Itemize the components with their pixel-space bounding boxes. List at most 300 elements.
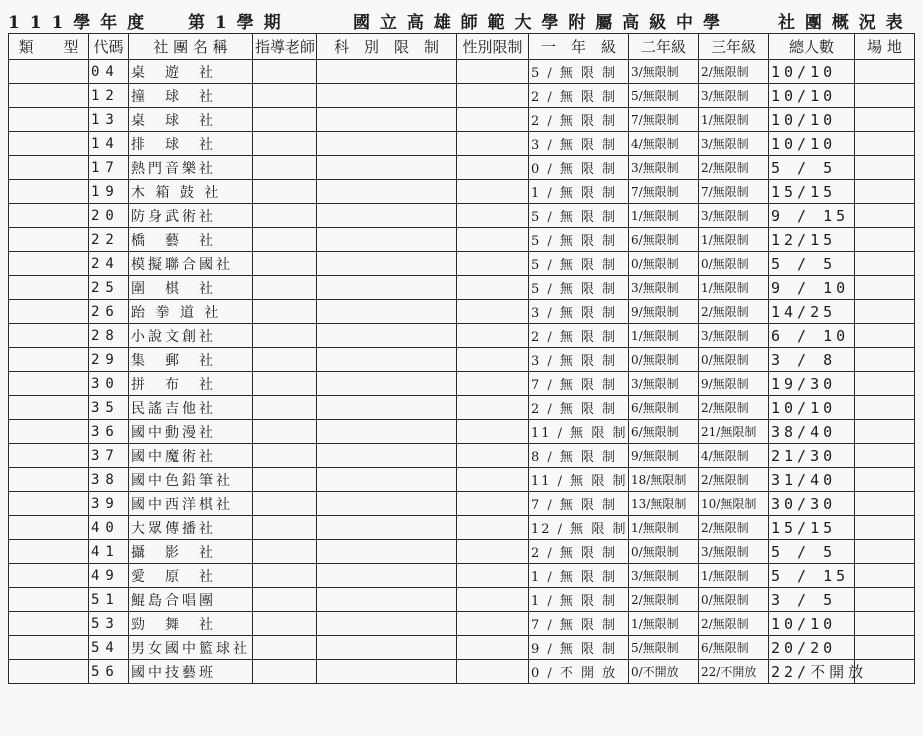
table-row	[9, 468, 915, 492]
title-table-name: 社 團 概 況 表	[778, 13, 905, 33]
cell-grade3: 2/無限制	[699, 612, 769, 636]
cell-total: 20/20	[769, 636, 855, 660]
cell-grade3: 2/無限制	[699, 468, 769, 492]
table-row	[9, 444, 915, 468]
cell-type	[9, 276, 89, 300]
cell-subject-limit	[317, 636, 457, 660]
cell-club-name: 模擬聯合國社	[129, 252, 253, 276]
table-row	[9, 84, 915, 108]
cell-total: 10/10	[769, 132, 855, 156]
table-row	[9, 132, 915, 156]
table-row	[9, 276, 915, 300]
cell-grade1: 5 / 無 限 制	[529, 276, 629, 300]
cell-total: 30/30	[769, 492, 855, 516]
cell-grade2: 5/無限制	[629, 636, 699, 660]
cell-club-name: 鯤島合唱團	[129, 588, 253, 612]
header-code: 代碼	[89, 34, 129, 60]
header-grade1: 一 年 級	[529, 34, 629, 60]
cell-venue	[855, 252, 915, 276]
cell-code: 39	[89, 492, 129, 516]
table-row	[9, 492, 915, 516]
cell-total: 15/15	[769, 516, 855, 540]
cell-grade1: 3 / 無 限 制	[529, 132, 629, 156]
cell-grade3: 0/無限制	[699, 588, 769, 612]
cell-type	[9, 564, 89, 588]
cell-code: 25	[89, 276, 129, 300]
header-grade2: 二年級	[629, 34, 699, 60]
cell-grade3: 3/無限制	[699, 84, 769, 108]
cell-subject-limit	[317, 372, 457, 396]
cell-type	[9, 156, 89, 180]
cell-grade2: 13/無限制	[629, 492, 699, 516]
cell-grade2: 3/無限制	[629, 156, 699, 180]
cell-grade3: 3/無限制	[699, 132, 769, 156]
cell-grade2: 2/無限制	[629, 588, 699, 612]
cell-teacher	[253, 468, 317, 492]
cell-grade3: 2/無限制	[699, 60, 769, 84]
cell-total: 9 / 15	[769, 204, 855, 228]
cell-club-name: 集 郵 社	[129, 348, 253, 372]
cell-club-name: 國中技藝班	[129, 660, 253, 684]
table-row	[9, 564, 915, 588]
cell-grade2: 4/無限制	[629, 132, 699, 156]
cell-club-name: 大眾傳播社	[129, 516, 253, 540]
cell-teacher	[253, 588, 317, 612]
cell-total: 15/15	[769, 180, 855, 204]
cell-gender-limit	[457, 300, 529, 324]
cell-code: 14	[89, 132, 129, 156]
cell-code: 19	[89, 180, 129, 204]
cell-total: 10/10	[769, 396, 855, 420]
cell-subject-limit	[317, 60, 457, 84]
cell-type	[9, 84, 89, 108]
header-type: 類 型	[9, 34, 89, 60]
table-row	[9, 636, 915, 660]
cell-subject-limit	[317, 252, 457, 276]
cell-grade1: 7 / 無 限 制	[529, 492, 629, 516]
title-year: 1 1 1 學 年 度	[8, 13, 147, 33]
table-header-row	[9, 34, 915, 60]
cell-grade2: 1/無限制	[629, 324, 699, 348]
cell-gender-limit	[457, 228, 529, 252]
cell-total: 10/10	[769, 108, 855, 132]
cell-type	[9, 396, 89, 420]
cell-club-name: 防身武術社	[129, 204, 253, 228]
cell-venue	[855, 324, 915, 348]
cell-total: 10/10	[769, 612, 855, 636]
table-row	[9, 180, 915, 204]
club-table	[8, 33, 915, 684]
cell-venue	[855, 588, 915, 612]
cell-grade2: 9/無限制	[629, 300, 699, 324]
table-row	[9, 300, 915, 324]
cell-code: 12	[89, 84, 129, 108]
cell-gender-limit	[457, 108, 529, 132]
cell-grade2: 0/不開放	[629, 660, 699, 684]
cell-venue	[855, 492, 915, 516]
cell-gender-limit	[457, 564, 529, 588]
cell-gender-limit	[457, 276, 529, 300]
title-term: 第 1 學 期	[188, 13, 283, 33]
cell-total: 9 / 10	[769, 276, 855, 300]
cell-type	[9, 132, 89, 156]
cell-code: 17	[89, 156, 129, 180]
cell-subject-limit	[317, 348, 457, 372]
cell-gender-limit	[457, 84, 529, 108]
header-grade3: 三年級	[699, 34, 769, 60]
cell-venue	[855, 444, 915, 468]
cell-code: 54	[89, 636, 129, 660]
cell-subject-limit	[317, 516, 457, 540]
cell-grade1: 0 / 無 限 制	[529, 156, 629, 180]
cell-subject-limit	[317, 612, 457, 636]
cell-venue	[855, 396, 915, 420]
header-teacher: 指導老師	[253, 34, 317, 60]
cell-teacher	[253, 300, 317, 324]
table-row	[9, 660, 915, 684]
cell-gender-limit	[457, 252, 529, 276]
cell-grade3: 22/不開放	[699, 660, 769, 684]
cell-grade2: 1/無限制	[629, 612, 699, 636]
cell-grade2: 9/無限制	[629, 444, 699, 468]
cell-grade3: 1/無限制	[699, 228, 769, 252]
cell-code: 04	[89, 60, 129, 84]
cell-club-name: 國中動漫社	[129, 420, 253, 444]
cell-gender-limit	[457, 60, 529, 84]
cell-subject-limit	[317, 228, 457, 252]
cell-subject-limit	[317, 156, 457, 180]
cell-grade2: 1/無限制	[629, 204, 699, 228]
table-row	[9, 540, 915, 564]
cell-code: 40	[89, 516, 129, 540]
cell-grade2: 6/無限制	[629, 420, 699, 444]
cell-grade3: 7/無限制	[699, 180, 769, 204]
cell-grade1: 12 / 無 限 制	[529, 516, 629, 540]
cell-grade3: 0/無限制	[699, 348, 769, 372]
cell-grade2: 3/無限制	[629, 372, 699, 396]
cell-venue	[855, 60, 915, 84]
table-row	[9, 108, 915, 132]
cell-subject-limit	[317, 660, 457, 684]
header-total: 總人數	[769, 34, 855, 60]
table-row	[9, 252, 915, 276]
cell-teacher	[253, 132, 317, 156]
cell-venue	[855, 300, 915, 324]
table-row	[9, 516, 915, 540]
cell-teacher	[253, 228, 317, 252]
club-rows	[9, 60, 915, 684]
cell-teacher	[253, 492, 317, 516]
cell-venue	[855, 348, 915, 372]
cell-total: 5 / 5	[769, 252, 855, 276]
cell-teacher	[253, 348, 317, 372]
cell-code: 49	[89, 564, 129, 588]
cell-subject-limit	[317, 396, 457, 420]
cell-grade2: 0/無限制	[629, 348, 699, 372]
cell-code: 22	[89, 228, 129, 252]
cell-subject-limit	[317, 564, 457, 588]
cell-teacher	[253, 204, 317, 228]
cell-grade2: 5/無限制	[629, 84, 699, 108]
cell-code: 37	[89, 444, 129, 468]
table-row	[9, 396, 915, 420]
cell-subject-limit	[317, 444, 457, 468]
cell-grade1: 8 / 無 限 制	[529, 444, 629, 468]
cell-total: 3 / 8	[769, 348, 855, 372]
cell-grade1: 7 / 無 限 制	[529, 612, 629, 636]
cell-gender-limit	[457, 468, 529, 492]
cell-venue	[855, 204, 915, 228]
cell-grade2: 1/無限制	[629, 516, 699, 540]
table-row	[9, 348, 915, 372]
cell-teacher	[253, 156, 317, 180]
cell-type	[9, 516, 89, 540]
cell-teacher	[253, 660, 317, 684]
cell-venue	[855, 156, 915, 180]
cell-total: 12/15	[769, 228, 855, 252]
cell-type	[9, 180, 89, 204]
cell-grade3: 21/無限制	[699, 420, 769, 444]
cell-grade1: 5 / 無 限 制	[529, 252, 629, 276]
cell-subject-limit	[317, 300, 457, 324]
cell-club-name: 攝 影 社	[129, 540, 253, 564]
table-row	[9, 156, 915, 180]
cell-teacher	[253, 84, 317, 108]
cell-teacher	[253, 564, 317, 588]
cell-grade1: 3 / 無 限 制	[529, 348, 629, 372]
cell-teacher	[253, 60, 317, 84]
header-gender-limit: 性別限制	[457, 34, 529, 60]
table-row	[9, 204, 915, 228]
cell-subject-limit	[317, 324, 457, 348]
header-venue: 場 地	[855, 34, 915, 60]
cell-club-name: 桌 球 社	[129, 108, 253, 132]
cell-grade1: 1 / 無 限 制	[529, 588, 629, 612]
cell-grade2: 3/無限制	[629, 60, 699, 84]
cell-grade2: 18/無限制	[629, 468, 699, 492]
cell-subject-limit	[317, 468, 457, 492]
cell-club-name: 橋 藝 社	[129, 228, 253, 252]
cell-subject-limit	[317, 84, 457, 108]
cell-club-name: 民謠吉他社	[129, 396, 253, 420]
cell-grade1: 0 / 不 開 放	[529, 660, 629, 684]
cell-gender-limit	[457, 372, 529, 396]
cell-grade3: 4/無限制	[699, 444, 769, 468]
cell-grade2: 7/無限制	[629, 108, 699, 132]
cell-teacher	[253, 180, 317, 204]
cell-club-name: 拼 布 社	[129, 372, 253, 396]
cell-type	[9, 324, 89, 348]
cell-type	[9, 612, 89, 636]
cell-code: 30	[89, 372, 129, 396]
cell-grade3: 9/無限制	[699, 372, 769, 396]
cell-subject-limit	[317, 132, 457, 156]
cell-total: 21/30	[769, 444, 855, 468]
cell-code: 41	[89, 540, 129, 564]
cell-total: 19/30	[769, 372, 855, 396]
cell-grade3: 3/無限制	[699, 324, 769, 348]
header-name: 社 團 名 稱	[129, 34, 253, 60]
cell-venue	[855, 108, 915, 132]
cell-subject-limit	[317, 588, 457, 612]
cell-code: 56	[89, 660, 129, 684]
cell-code: 24	[89, 252, 129, 276]
table-row	[9, 372, 915, 396]
cell-club-name: 圍 棋 社	[129, 276, 253, 300]
cell-club-name: 熱門音樂社	[129, 156, 253, 180]
cell-type	[9, 444, 89, 468]
cell-gender-limit	[457, 660, 529, 684]
table-row	[9, 420, 915, 444]
cell-teacher	[253, 372, 317, 396]
cell-grade1: 9 / 無 限 制	[529, 636, 629, 660]
cell-total: 14/25	[769, 300, 855, 324]
cell-total: 5 / 5	[769, 156, 855, 180]
cell-grade2: 0/無限制	[629, 252, 699, 276]
cell-grade3: 6/無限制	[699, 636, 769, 660]
cell-total: 5 / 15	[769, 564, 855, 588]
cell-grade2: 6/無限制	[629, 228, 699, 252]
cell-gender-limit	[457, 516, 529, 540]
cell-type	[9, 372, 89, 396]
cell-grade1: 7 / 無 限 制	[529, 372, 629, 396]
cell-grade2: 3/無限制	[629, 564, 699, 588]
cell-gender-limit	[457, 156, 529, 180]
cell-grade1: 1 / 無 限 制	[529, 564, 629, 588]
cell-grade3: 3/無限制	[699, 204, 769, 228]
cell-total: 3 / 5	[769, 588, 855, 612]
cell-gender-limit	[457, 132, 529, 156]
cell-code: 53	[89, 612, 129, 636]
table-row	[9, 324, 915, 348]
cell-gender-limit	[457, 420, 529, 444]
cell-code: 38	[89, 468, 129, 492]
cell-gender-limit	[457, 348, 529, 372]
cell-club-name: 愛 原 社	[129, 564, 253, 588]
cell-grade1: 2 / 無 限 制	[529, 84, 629, 108]
cell-code: 13	[89, 108, 129, 132]
cell-grade2: 0/無限制	[629, 540, 699, 564]
cell-venue	[855, 276, 915, 300]
cell-gender-limit	[457, 636, 529, 660]
cell-club-name: 跆 拳 道 社	[129, 300, 253, 324]
cell-club-name: 國中色鉛筆社	[129, 468, 253, 492]
cell-grade1: 2 / 無 限 制	[529, 324, 629, 348]
table-row	[9, 228, 915, 252]
cell-venue	[855, 612, 915, 636]
cell-grade3: 1/無限制	[699, 276, 769, 300]
cell-grade3: 10/無限制	[699, 492, 769, 516]
cell-type	[9, 60, 89, 84]
cell-grade1: 5 / 無 限 制	[529, 204, 629, 228]
cell-code: 26	[89, 300, 129, 324]
cell-total: 5 / 5	[769, 540, 855, 564]
table-row	[9, 588, 915, 612]
cell-grade3: 1/無限制	[699, 564, 769, 588]
cell-code: 20	[89, 204, 129, 228]
cell-grade2: 3/無限制	[629, 276, 699, 300]
cell-club-name: 男女國中籃球社	[129, 636, 253, 660]
cell-teacher	[253, 276, 317, 300]
cell-type	[9, 300, 89, 324]
cell-type	[9, 468, 89, 492]
cell-teacher	[253, 444, 317, 468]
cell-subject-limit	[317, 204, 457, 228]
cell-teacher	[253, 108, 317, 132]
cell-subject-limit	[317, 540, 457, 564]
cell-total: 10/10	[769, 60, 855, 84]
cell-total: 6 / 10	[769, 324, 855, 348]
cell-club-name: 排 球 社	[129, 132, 253, 156]
cell-grade3: 2/無限制	[699, 516, 769, 540]
cell-teacher	[253, 516, 317, 540]
header-subject-limit: 科 別 限 制	[317, 34, 457, 60]
cell-type	[9, 588, 89, 612]
cell-teacher	[253, 540, 317, 564]
cell-venue	[855, 180, 915, 204]
cell-venue	[855, 636, 915, 660]
cell-total: 10/10	[769, 84, 855, 108]
cell-gender-limit	[457, 492, 529, 516]
cell-club-name: 小說文創社	[129, 324, 253, 348]
cell-club-name: 國中魔術社	[129, 444, 253, 468]
cell-club-name: 勁 舞 社	[129, 612, 253, 636]
cell-type	[9, 348, 89, 372]
cell-total: 38/40	[769, 420, 855, 444]
cell-type	[9, 252, 89, 276]
cell-gender-limit	[457, 612, 529, 636]
cell-type	[9, 492, 89, 516]
cell-gender-limit	[457, 588, 529, 612]
cell-venue	[855, 516, 915, 540]
table-row	[9, 612, 915, 636]
cell-type	[9, 420, 89, 444]
cell-grade1: 3 / 無 限 制	[529, 300, 629, 324]
cell-club-name: 撞 球 社	[129, 84, 253, 108]
cell-grade1: 2 / 無 限 制	[529, 540, 629, 564]
cell-club-name: 桌 遊 社	[129, 60, 253, 84]
cell-code: 51	[89, 588, 129, 612]
cell-teacher	[253, 396, 317, 420]
cell-teacher	[253, 612, 317, 636]
cell-venue	[855, 84, 915, 108]
cell-gender-limit	[457, 540, 529, 564]
cell-type	[9, 660, 89, 684]
cell-total: 31/40	[769, 468, 855, 492]
title-school: 國 立 高 雄 師 範 大 學 附 屬 高 級 中 學	[353, 13, 722, 33]
cell-venue	[855, 372, 915, 396]
cell-venue	[855, 540, 915, 564]
cell-grade2: 7/無限制	[629, 180, 699, 204]
cell-grade3: 2/無限制	[699, 156, 769, 180]
cell-club-name: 木 箱 鼓 社	[129, 180, 253, 204]
cell-type	[9, 108, 89, 132]
cell-grade1: 2 / 無 限 制	[529, 396, 629, 420]
cell-subject-limit	[317, 108, 457, 132]
cell-grade3: 2/無限制	[699, 300, 769, 324]
cell-total: 22/不開放	[769, 660, 855, 684]
cell-gender-limit	[457, 180, 529, 204]
cell-type	[9, 204, 89, 228]
cell-code: 36	[89, 420, 129, 444]
cell-venue	[855, 228, 915, 252]
cell-teacher	[253, 420, 317, 444]
cell-subject-limit	[317, 492, 457, 516]
cell-teacher	[253, 636, 317, 660]
cell-grade3: 3/無限制	[699, 540, 769, 564]
cell-type	[9, 228, 89, 252]
cell-grade3: 0/無限制	[699, 252, 769, 276]
